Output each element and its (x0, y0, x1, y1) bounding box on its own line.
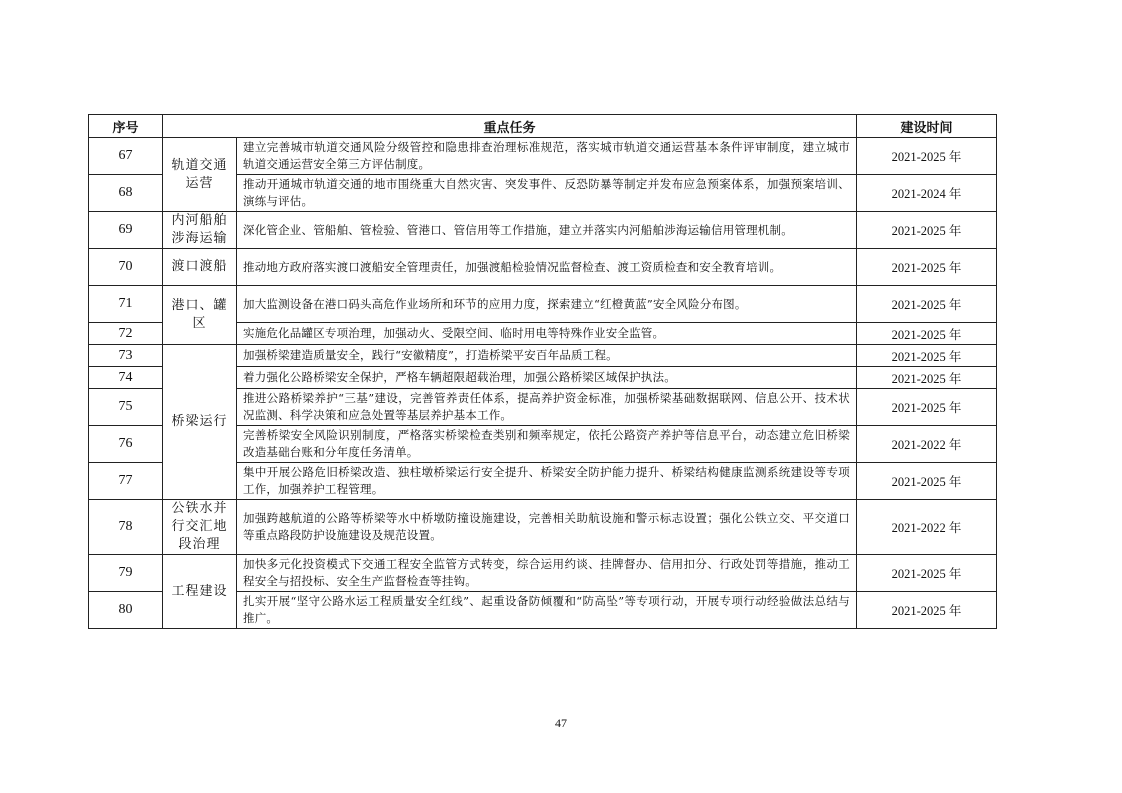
row-number: 68 (89, 175, 163, 212)
table-row (89, 138, 997, 175)
row-time: 2021-2025 年 (857, 345, 997, 367)
row-task: 深化管企业、管船舶、管检验、管港口、管信用等工作措施，建立并落实内河船舶涉海运输信用管理机制。 (237, 212, 857, 249)
header-time: 建设时间 (857, 115, 997, 138)
table-row (89, 286, 997, 323)
row-task: 扎实开展“坚守公路水运工程质量安全红线”、起重设备防倾覆和“防高坠”等专项行动，开展专项行动经验做法总结与推广。 (237, 592, 857, 629)
row-category: 渡口渡船 (163, 249, 237, 286)
row-task: 集中开展公路危旧桥梁改造、独柱墩桥梁运行安全提升、桥梁安全防护能力提升、桥梁结构健康监测系统建设等专项工作，加强养护工程管理。 (237, 463, 857, 500)
row-number: 72 (89, 323, 163, 345)
row-category: 桥梁运行 (163, 345, 237, 500)
row-time: 2021-2025 年 (857, 286, 997, 323)
row-category: 公铁水并行交汇地段治理 (163, 500, 237, 555)
row-number: 75 (89, 389, 163, 426)
row-time: 2021-2022 年 (857, 500, 997, 555)
row-number: 67 (89, 138, 163, 175)
table-row (89, 345, 997, 367)
row-task: 加大监测设备在港口码头高危作业场所和环节的应用力度，探索建立“红橙黄蓝”安全风险分布图。 (237, 286, 857, 323)
row-time: 2021-2025 年 (857, 555, 997, 592)
row-number: 69 (89, 212, 163, 249)
row-time: 2021-2024 年 (857, 175, 997, 212)
task-table (88, 114, 997, 629)
row-number: 78 (89, 500, 163, 555)
row-time: 2021-2022 年 (857, 426, 997, 463)
row-task: 推进公路桥梁养护“三基”建设，完善管养责任体系，提高养护资金标准，加强桥梁基础数据联网、信息公开、技术状况监测、科学决策和应急处置等基层养护基本工作。 (237, 389, 857, 426)
row-time: 2021-2025 年 (857, 592, 997, 629)
row-task: 加强跨越航道的公路等桥梁等水中桥墩防撞设施建设，完善相关助航设施和警示标志设置；强化公铁立交、平交道口等重点路段防护设施建设及规范设置。 (237, 500, 857, 555)
header-seq: 序号 (89, 115, 163, 138)
page-number: 47 (555, 716, 567, 730)
row-number: 77 (89, 463, 163, 500)
row-task: 着力强化公路桥梁安全保护，严格车辆超限超载治理，加强公路桥梁区域保护执法。 (237, 367, 857, 389)
row-number: 80 (89, 592, 163, 629)
table-header-row (89, 115, 997, 138)
row-task: 加强桥梁建造质量安全，践行“安徽精度”，打造桥梁平安百年品质工程。 (237, 345, 857, 367)
row-time: 2021-2025 年 (857, 367, 997, 389)
table-row (89, 249, 997, 286)
row-category: 工程建设 (163, 555, 237, 629)
row-time: 2021-2025 年 (857, 463, 997, 500)
row-time: 2021-2025 年 (857, 323, 997, 345)
row-task: 推动地方政府落实渡口渡船安全管理责任，加强渡船检验情况监督检查、渡工资质检查和安全教育培训。 (237, 249, 857, 286)
row-number: 73 (89, 345, 163, 367)
row-category: 港口、罐区 (163, 286, 237, 345)
row-task: 加快多元化投资模式下交通工程安全监管方式转变，综合运用约谈、挂牌督办、信用扣分、行政处罚等措施，推动工程安全与招投标、安全生产监督检查等挂钩。 (237, 555, 857, 592)
row-time: 2021-2025 年 (857, 389, 997, 426)
table-row (89, 555, 997, 592)
row-number: 74 (89, 367, 163, 389)
row-number: 76 (89, 426, 163, 463)
task-table-container (88, 114, 996, 629)
row-time: 2021-2025 年 (857, 249, 997, 286)
row-task: 完善桥梁安全风险识别制度，严格落实桥梁检查类别和频率规定，依托公路资产养护等信息平台，动态建立危旧桥梁改造基础台账和分年度任务清单。 (237, 426, 857, 463)
row-time: 2021-2025 年 (857, 212, 997, 249)
row-number: 71 (89, 286, 163, 323)
row-task: 建立完善城市轨道交通风险分级管控和隐患排查治理标准规范，落实城市轨道交通运营基本条件评审制度，建立城市轨道交通运营安全第三方评估制度。 (237, 138, 857, 175)
row-category: 内河船舶涉海运输 (163, 212, 237, 249)
row-number: 70 (89, 249, 163, 286)
table-row (89, 212, 997, 249)
header-task: 重点任务 (163, 115, 857, 138)
row-number: 79 (89, 555, 163, 592)
row-category: 轨道交通运营 (163, 138, 237, 212)
row-task: 实施危化品罐区专项治理，加强动火、受限空间、临时用电等特殊作业安全监管。 (237, 323, 857, 345)
row-task: 推动开通城市轨道交通的地市围绕重大自然灾害、突发事件、反恐防暴等制定并发布应急预案体系，加强预案培训、演练与评估。 (237, 175, 857, 212)
row-time: 2021-2025 年 (857, 138, 997, 175)
table-row (89, 500, 997, 555)
